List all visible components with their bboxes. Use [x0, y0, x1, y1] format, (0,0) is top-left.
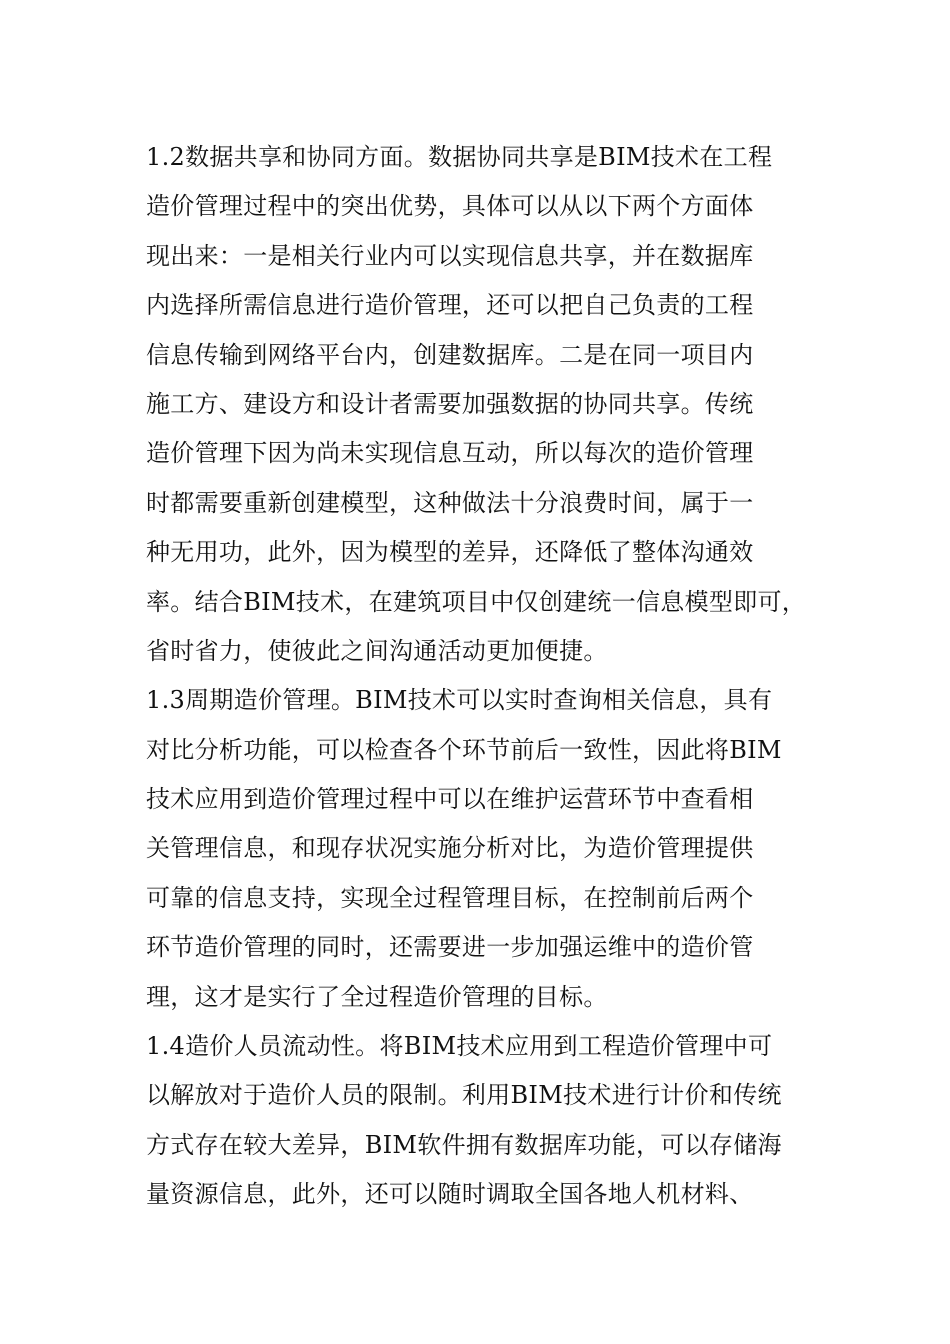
text-line: 率。结合BIM技术，在建筑项目中仅创建统一信息模型即可， [146, 587, 807, 616]
text-line: 省时省力，使彼此之间沟通活动更加便捷。 [146, 636, 608, 665]
text-line: 以解放对于造价人员的限制。利用BIM技术进行计价和传统 [146, 1081, 782, 1110]
text-line: 1.3周期造价管理。BIM技术可以实时查询相关信息，具有 [146, 686, 773, 715]
text-line: 现出来：一是相关行业内可以实现信息共享，并在数据库 [146, 241, 754, 270]
text-line: 方式存在较大差异，BIM软件拥有数据库功能，可以存储海 [146, 1130, 782, 1159]
text-line: 可靠的信息支持，实现全过程管理目标，在控制前后两个 [146, 883, 754, 912]
text-line: 种无用功，此外，因为模型的差异，还降低了整体沟通效 [146, 538, 754, 567]
text-line: 对比分析功能，可以检查各个环节前后一致性，因此将BIM [146, 735, 782, 764]
text-line: 1.4造价人员流动性。将BIM技术应用到工程造价管理中可 [146, 1032, 773, 1061]
text-line: 量资源信息，此外，还可以随时调取全国各地人机材料、 [146, 1180, 754, 1209]
text-line: 1.2数据共享和协同方面。数据协同共享是BIM技术在工程 [146, 143, 773, 171]
text-line: 施工方、建设方和设计者需要加强数据的协同共享。传统 [146, 389, 754, 418]
text-line: 内选择所需信息进行造价管理，还可以把自己负责的工程 [146, 291, 754, 320]
text-line: 技术应用到造价管理过程中可以在维护运营环节中查看相 [146, 785, 754, 814]
text-line: 造价管理下因为尚未实现信息互动，所以每次的造价管理 [146, 439, 754, 468]
text-line: 造价管理过程中的突出优势，具体可以从以下两个方面体 [146, 192, 754, 221]
text-line: 信息传输到网络平台内，创建数据库。二是在同一项目内 [146, 340, 754, 369]
text-line: 理，这才是实行了全过程造价管理的目标。 [146, 982, 608, 1011]
text-line: 关管理信息，和现存状况实施分析对比，为造价管理提供 [146, 834, 754, 863]
document-body [146, 133, 826, 1220]
text-line: 环节造价管理的同时，还需要进一步加强运维中的造价管 [146, 933, 754, 962]
text-line: 时都需要重新创建模型，这种做法十分浪费时间，属于一 [146, 488, 754, 517]
